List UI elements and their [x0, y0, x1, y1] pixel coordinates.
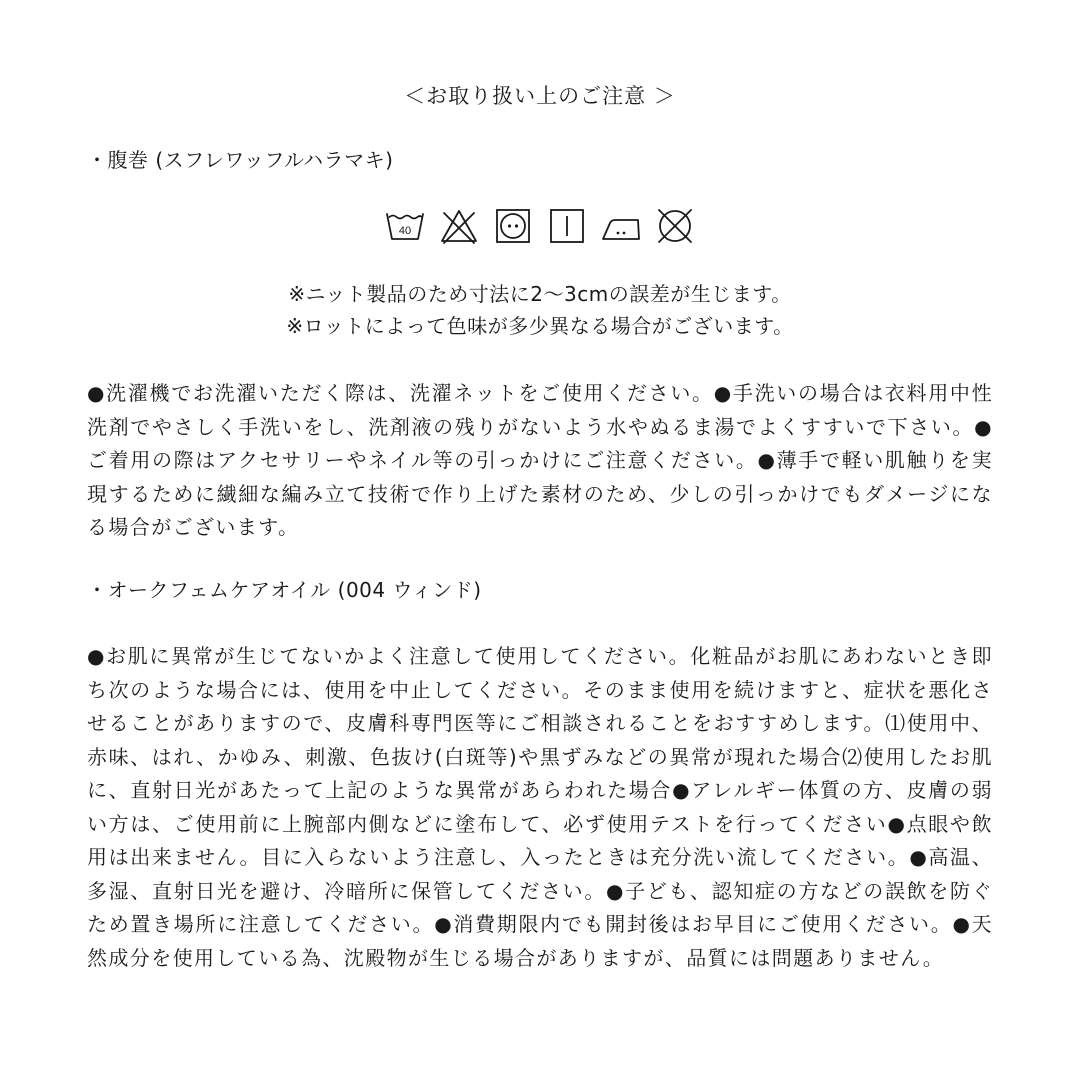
section-heading-femcare-oil: ・オークフェムケアオイル (004 ウィンド) [87, 578, 482, 602]
product-notes [0, 278, 1080, 342]
page-title: ＜お取り扱い上のご注意 ＞ [404, 84, 676, 108]
note-size-tolerance: ※ニット製品のため寸法に2〜3cmの誤差が生じます。 [288, 282, 792, 306]
tumble-dry-low-icon [492, 205, 534, 247]
section-heading-haramaki: ・腹巻 (スフレワッフルハラマキ) [87, 148, 394, 172]
iron-low-icon [600, 205, 642, 247]
line-dry-icon [546, 205, 588, 247]
care-label-icons [384, 204, 696, 248]
oil-caution-text: ●お肌に異常が生じてないかよく注意して使用してください。化粧品がお肌にあわないとき即ち次のような場合には、使用を中止してください。そのまま使用を続けますと、症状を悪化させることがありますので、皮膚科専門医等にご相談されることをおすすめします。⑴使用中、赤味、はれ、かゆみ、刺激、色抜け(白斑等)や黒ずみなどの異常が現れた場合⑵使用したお肌に、直射日光があたって上記のような異常があらわれた場合●アレルギー体質の方、皮膚の弱い方は、ご使用前に上腕部内側などに塗布して、必ず使用テストを行ってください●点眼や飲用は出来ません。目に入らないよう注意し、入ったときは充分洗い流してください。●高温、多湿、直射日光を避け、冷暗所に保管してください。●子ども、認知症の方などの誤飲を防ぐため置き場所に注意してください。●消費期限内でも開封後はお早目にご使用ください。●天然成分を使用している為、沈殿物が生じる場合がありますが、品質には問題ありません。 [87, 644, 993, 970]
svg-text:40: 40 [398, 225, 412, 237]
haramaki-care-text: ●洗濯機でお洗濯いただく際は、洗濯ネットをご使用ください。●手洗いの場合は衣料用中性洗剤でやさしく手洗いをし、洗剤液の残りがないよう水やぬるま湯でよくすすいで下さい。●ご着用の際はアクセサリーやネイル等の引っかけにご注意ください。●薄手で軽い肌触りを実現するために繊細な編み立て技術で作り上げた素材のため、少しの引っかけでもダメージになる場合がございます。 [87, 381, 993, 539]
no-bleach-icon [438, 205, 480, 247]
wash-40-icon [384, 205, 426, 247]
no-dry-clean-icon [654, 205, 696, 247]
note-color-variance: ※ロットによって色味が多少異なる場合がございます。 [286, 314, 794, 338]
